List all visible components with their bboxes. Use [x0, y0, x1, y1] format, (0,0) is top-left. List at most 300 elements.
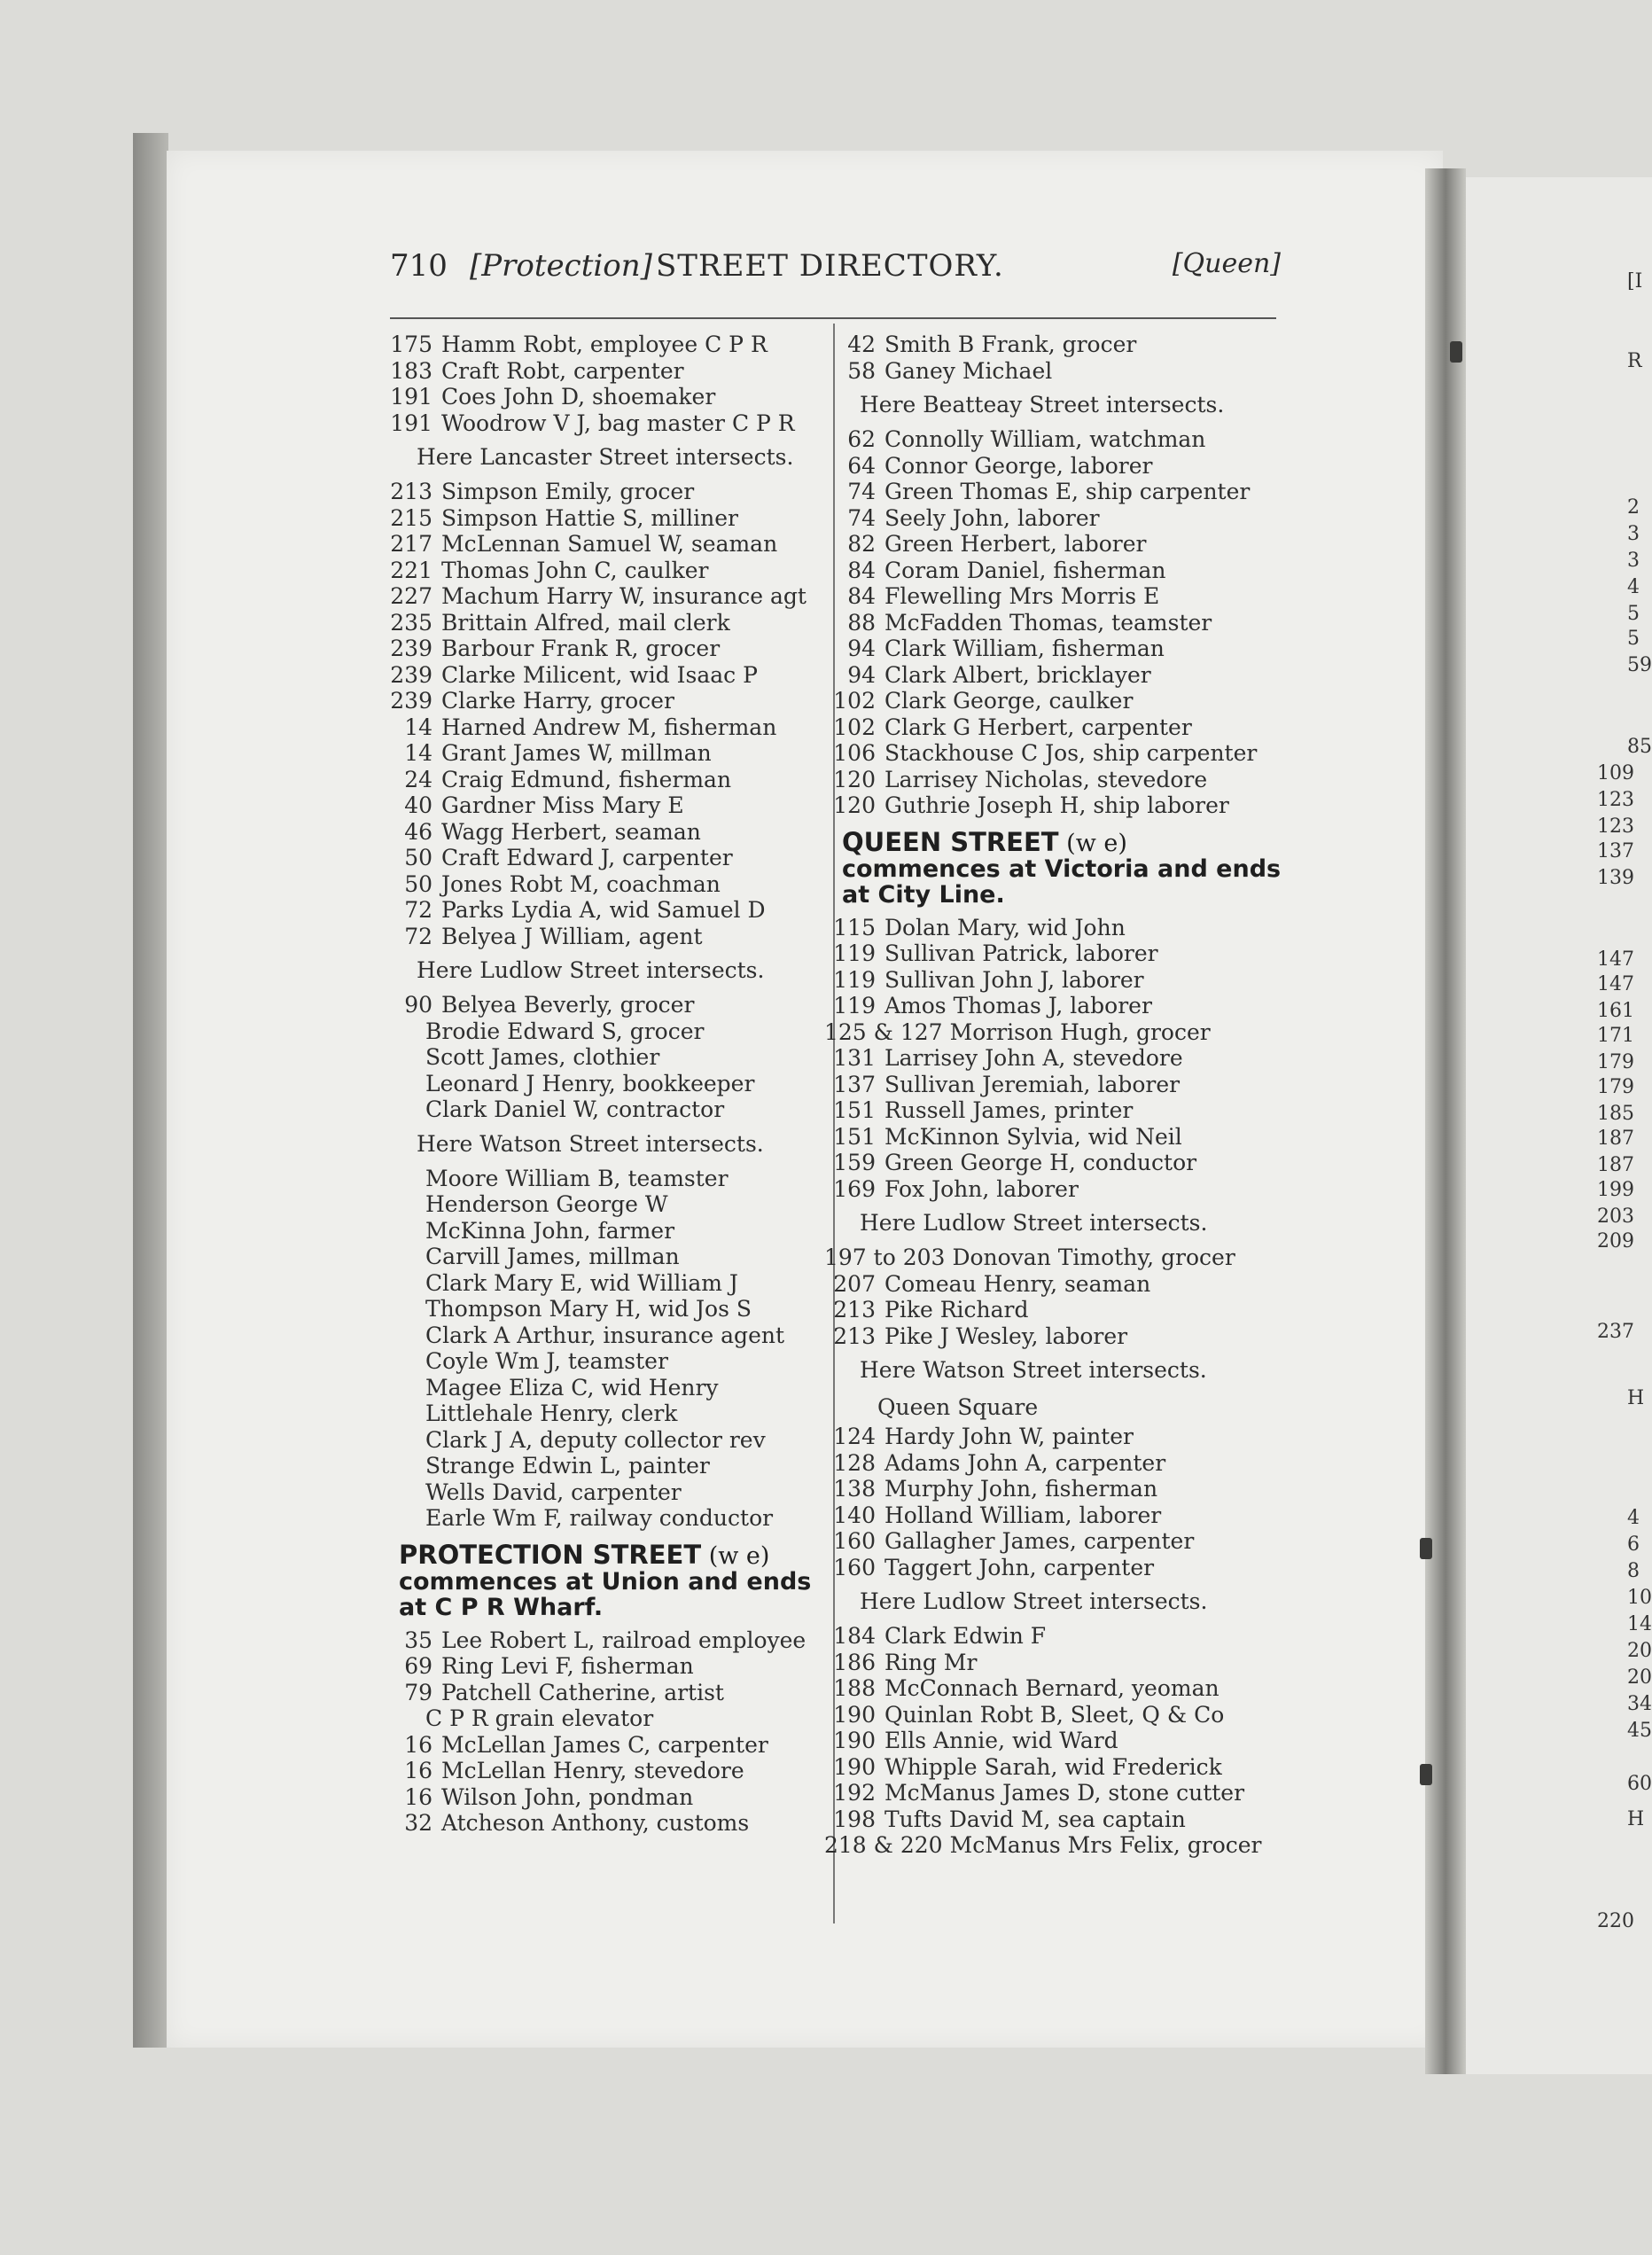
- street-direction: (w e): [1058, 829, 1127, 857]
- house-number: 35: [404, 1627, 432, 1653]
- directory-entry: [824, 531, 1285, 558]
- resident-entry: Simpson Emily, grocer: [441, 479, 695, 504]
- directory-entry: [824, 940, 1285, 967]
- resident-entry: Seely John, laborer: [884, 504, 1100, 531]
- facing-page-text: 187: [1597, 1154, 1634, 1176]
- resident-entry: Whipple Sarah, wid Frederick: [884, 1753, 1222, 1780]
- directory-entry: [824, 1176, 1285, 1203]
- facing-page-text: 161: [1597, 1000, 1634, 1022]
- resident-entry: Donovan Timothy, grocer: [952, 1245, 1235, 1270]
- house-number: 188: [833, 1675, 876, 1701]
- facing-page-text: 109: [1597, 762, 1634, 784]
- house-number: 102: [833, 714, 876, 740]
- directory-entry: [381, 714, 829, 741]
- house-number: 140: [833, 1502, 876, 1528]
- directory-entry: [381, 358, 829, 385]
- directory-entry: [381, 1071, 829, 1097]
- resident-entry: Carvill James, millman: [425, 1244, 680, 1269]
- facing-page-text: 34: [1627, 1693, 1652, 1715]
- resident-entry: Connor George, laborer: [884, 452, 1153, 479]
- resident-entry: Scott James, clothier: [425, 1044, 660, 1070]
- resident-entry: McManus James D, stone cutter: [884, 1780, 1245, 1806]
- directory-entry: [824, 426, 1285, 453]
- resident-entry: Larrisey Nicholas, stevedore: [884, 766, 1208, 792]
- house-number: 192: [833, 1780, 876, 1806]
- resident-entry: Ganey Michael: [884, 357, 1053, 384]
- resident-entry: Henderson George W: [425, 1191, 668, 1217]
- directory-entry: [381, 384, 829, 410]
- house-number: 190: [833, 1728, 876, 1753]
- resident-entry: Thomas John C, caulker: [441, 557, 709, 583]
- resident-entry: Comeau Henry, seaman: [884, 1270, 1151, 1297]
- house-number: 14: [404, 740, 432, 766]
- intersection-note: Queen Square: [877, 1394, 1039, 1420]
- house-number: 190: [833, 1701, 876, 1728]
- facing-page-text: [I: [1627, 270, 1643, 293]
- resident-entry: Ring Levi F, fisherman: [441, 1653, 694, 1679]
- house-number: 42: [847, 332, 876, 357]
- directory-entry: [381, 1166, 829, 1192]
- resident-entry: Ring Mr: [884, 1649, 978, 1675]
- facing-page-text: 139: [1597, 867, 1634, 889]
- directory-entry: [381, 792, 829, 819]
- house-number: 79: [404, 1679, 432, 1705]
- resident-entry: Clark George, caulker: [884, 688, 1134, 714]
- house-number: 159: [833, 1150, 876, 1175]
- directory-entry: [381, 505, 829, 532]
- street-description: commences at Union and ends at C P R Wharf.: [399, 1567, 812, 1621]
- directory-entry: [824, 740, 1285, 767]
- house-number: 50: [404, 870, 432, 897]
- house-number: 151: [833, 1097, 876, 1123]
- facing-page-text: 2: [1627, 496, 1640, 519]
- resident-entry: Clark J A, deputy collector rev: [425, 1426, 766, 1453]
- directory-entry: [824, 479, 1285, 505]
- resident-entry: Tufts David M, sea captain: [884, 1806, 1186, 1832]
- house-number: 124: [833, 1424, 876, 1449]
- resident-entry: Earle Wm F, railway conductor: [425, 1505, 774, 1531]
- facing-page-text: 147: [1597, 973, 1634, 995]
- directory-entry: [381, 531, 829, 558]
- house-number: 74: [847, 479, 876, 504]
- resident-entry: Stackhouse C Jos, ship carpenter: [884, 740, 1258, 766]
- facing-page-text: 179: [1597, 1076, 1634, 1098]
- directory-entry: [824, 1832, 1285, 1859]
- directory-entry: [381, 1270, 829, 1297]
- house-number: 160: [833, 1554, 876, 1580]
- directory-entry: [381, 558, 829, 584]
- directory-entry: [824, 636, 1285, 662]
- resident-entry: Hamm Robt, employee C P R: [441, 332, 768, 357]
- resident-entry: Green Herbert, laborer: [884, 531, 1147, 557]
- house-number: 213: [833, 1323, 876, 1349]
- house-number: 239: [390, 688, 432, 714]
- resident-entry: McLellan Henry, stevedore: [441, 1758, 744, 1783]
- facing-page-text: 220: [1597, 1910, 1634, 1932]
- street-description: commences at Victoria and ends at City Line.: [842, 854, 1282, 909]
- facing-page-text: 4: [1627, 576, 1640, 598]
- directory-entry: [381, 924, 829, 950]
- house-number: 119: [833, 966, 876, 993]
- resident-entry: Larrisey John A, stevedore: [884, 1045, 1183, 1071]
- resident-entry: Smith B Frank, grocer: [884, 332, 1137, 357]
- house-number: 46: [404, 818, 432, 845]
- resident-entry: Adams John A, carpenter: [884, 1449, 1166, 1476]
- house-number: 119: [833, 940, 876, 966]
- resident-entry: Clark A Arthur, insurance agent: [425, 1322, 785, 1348]
- facing-page-text: 209: [1597, 1230, 1634, 1252]
- facing-page-text: 6: [1627, 1533, 1640, 1556]
- house-number: 151: [833, 1123, 876, 1150]
- resident-entry: McLellan James C, carpenter: [441, 1731, 768, 1758]
- directory-entry: [824, 1476, 1285, 1502]
- intersection-note: Here Ludlow Street intersects.: [417, 957, 765, 983]
- directory-entry: [381, 1375, 829, 1401]
- resident-entry: Clark Mary E, wid William J: [425, 1269, 738, 1296]
- house-number: 217: [390, 531, 432, 557]
- resident-entry: Clark William, fisherman: [884, 636, 1165, 661]
- house-number: 94: [847, 661, 876, 688]
- street-direction: (w e): [701, 1541, 770, 1570]
- house-number: 84: [847, 583, 876, 609]
- resident-entry: Pike J Wesley, laborer: [884, 1323, 1128, 1349]
- resident-entry: Pike Richard: [884, 1297, 1029, 1323]
- resident-entry: Coyle Wm J, teamster: [425, 1348, 668, 1374]
- directory-entry: [824, 1245, 1285, 1271]
- scanner-shadow: [133, 133, 168, 2048]
- house-number: 16: [404, 1783, 432, 1810]
- resident-entry: Harned Andrew M, fisherman: [441, 714, 777, 740]
- resident-entry: Clark Daniel W, contractor: [425, 1096, 725, 1122]
- right-running-tag: [Queen]: [1172, 248, 1281, 279]
- directory-entry: [381, 1758, 829, 1784]
- directory-entry: [381, 1401, 829, 1427]
- resident-entry: McConnach Bernard, yeoman: [884, 1675, 1220, 1701]
- facing-page-text: R: [1627, 350, 1642, 372]
- resident-entry: Coes John D, shoemaker: [441, 384, 716, 410]
- directory-entry: [381, 1810, 829, 1837]
- directory-entry: [381, 992, 829, 1018]
- facing-page-text: H: [1627, 1387, 1645, 1409]
- directory-entry: [824, 1424, 1285, 1450]
- directory-entry: [824, 767, 1285, 793]
- house-number: 128: [833, 1449, 876, 1476]
- street-name: PROTECTION STREET: [399, 1539, 702, 1570]
- directory-entry: [824, 1675, 1285, 1702]
- header-rule: [390, 317, 1276, 319]
- directory-entry: [824, 1650, 1285, 1676]
- book-gutter: [1425, 168, 1466, 2074]
- resident-entry: Magee Eliza C, wid Henry: [425, 1374, 719, 1401]
- house-number: 239: [390, 636, 432, 661]
- resident-entry: Moore William B, teamster: [425, 1165, 729, 1191]
- directory-entry: [824, 1728, 1285, 1754]
- intersection-note: Here Watson Street intersects.: [860, 1357, 1207, 1383]
- resident-entry: Fox John, laborer: [884, 1175, 1079, 1202]
- directory-entry: [381, 583, 829, 610]
- resident-entry: Sullivan John J, laborer: [884, 966, 1144, 993]
- directory-entry: [824, 1450, 1285, 1477]
- house-number: 106: [833, 740, 876, 766]
- facing-page-text: 8: [1627, 1560, 1640, 1582]
- directory-entry: [381, 740, 829, 767]
- resident-entry: Clark G Herbert, carpenter: [884, 714, 1192, 740]
- directory-entry: [381, 1453, 829, 1479]
- resident-entry: Gallagher James, carpenter: [884, 1528, 1195, 1554]
- house-number: 213: [390, 479, 432, 504]
- directory-entry: [381, 1096, 829, 1123]
- resident-entry: Brittain Alfred, mail clerk: [441, 609, 730, 636]
- left-running-tag: [Protection]: [470, 248, 652, 284]
- directory-entry: [824, 1806, 1285, 1833]
- house-number: 198: [833, 1806, 876, 1832]
- directory-entry: [381, 636, 829, 662]
- directory-entry: [381, 1218, 829, 1245]
- facing-page-edge: [1466, 177, 1652, 2074]
- resident-entry: Russell James, printer: [884, 1097, 1134, 1123]
- resident-entry: Jones Robt M, coachman: [441, 870, 721, 897]
- directory-entry: [824, 505, 1285, 532]
- resident-entry: C P R grain elevator: [425, 1705, 654, 1731]
- facing-page-text: 137: [1597, 840, 1634, 862]
- directory-entry: [824, 915, 1285, 941]
- intersection-note: Here Ludlow Street intersects.: [860, 1588, 1208, 1614]
- facing-page-text: 20: [1627, 1666, 1652, 1689]
- resident-entry: McFadden Thomas, teamster: [884, 609, 1212, 636]
- house-number: 115: [833, 914, 876, 940]
- resident-entry: Littlehale Henry, clerk: [425, 1401, 678, 1426]
- facing-page-text: 45: [1627, 1720, 1652, 1742]
- directory-entry: [824, 558, 1285, 584]
- house-number: 215: [390, 504, 432, 531]
- resident-entry: Sullivan Jeremiah, laborer: [884, 1071, 1181, 1097]
- resident-entry: Barbour Frank R, grocer: [441, 636, 721, 661]
- directory-entry: [824, 714, 1285, 741]
- house-number: 102: [833, 688, 876, 714]
- facing-page-text: 59: [1627, 654, 1652, 676]
- directory-entry: [824, 688, 1285, 714]
- resident-entry: Craft Edward J, carpenter: [441, 845, 733, 870]
- house-number: 160: [833, 1528, 876, 1554]
- resident-entry: Wagg Herbert, seaman: [441, 818, 701, 845]
- directory-entry: [381, 1680, 829, 1706]
- resident-entry: Lee Robert L, railroad employee: [441, 1627, 807, 1653]
- facing-page-text: 179: [1597, 1051, 1634, 1073]
- street-name: QUEEN STREET: [842, 826, 1059, 857]
- directory-entry: [381, 1653, 829, 1680]
- resident-entry: Flewelling Mrs Morris E: [884, 583, 1160, 609]
- house-number: 197 to 203: [824, 1245, 946, 1270]
- resident-entry: Dolan Mary, wid John: [884, 914, 1126, 940]
- house-number: 69: [404, 1653, 432, 1679]
- facing-page-text: 5: [1627, 603, 1640, 625]
- resident-entry: Simpson Hattie S, milliner: [441, 504, 738, 531]
- directory-entry: [381, 1044, 829, 1071]
- house-number: 235: [390, 609, 432, 636]
- house-number: 169: [833, 1175, 876, 1202]
- directory-entry: [381, 610, 829, 636]
- resident-entry: Machum Harry W, insurance agt: [441, 583, 807, 609]
- facing-page-text: 10: [1627, 1587, 1652, 1609]
- facing-page-text: 123: [1597, 789, 1634, 811]
- directory-entry: [381, 688, 829, 714]
- house-number: 88: [847, 609, 876, 636]
- house-number: 16: [404, 1758, 432, 1783]
- house-number: 58: [847, 357, 876, 384]
- resident-entry: Wells David, carpenter: [425, 1479, 682, 1505]
- resident-entry: Atcheson Anthony, customs: [441, 1810, 750, 1836]
- facing-page-text: 85: [1627, 736, 1652, 758]
- directory-entry: [381, 1191, 829, 1218]
- resident-entry: Ells Annie, wid Ward: [884, 1728, 1118, 1753]
- house-number: 190: [833, 1753, 876, 1780]
- directory-entry: [824, 1124, 1285, 1151]
- directory-entry: [824, 583, 1285, 610]
- facing-page-text: 5: [1627, 628, 1640, 650]
- resident-entry: Woodrow V J, bag master C P R: [441, 410, 795, 436]
- right-column: [824, 332, 1285, 1859]
- house-number: 72: [404, 897, 432, 923]
- facing-page-text: 3: [1627, 523, 1640, 545]
- house-number: 120: [833, 792, 876, 818]
- resident-entry: Clarke Milicent, wid Isaac P: [441, 661, 758, 688]
- directory-entry: [381, 1427, 829, 1454]
- resident-entry: Wilson John, pondman: [441, 1783, 694, 1810]
- house-number: 183: [390, 357, 432, 384]
- house-number: 137: [833, 1071, 876, 1097]
- directory-entry: [381, 1705, 829, 1732]
- resident-entry: Green George H, conductor: [884, 1150, 1197, 1175]
- house-number: 40: [404, 792, 432, 818]
- resident-entry: McManus Mrs Felix, grocer: [949, 1832, 1262, 1858]
- facing-page-text: 171: [1597, 1025, 1634, 1047]
- resident-entry: Amos Thomas J, laborer: [884, 993, 1152, 1018]
- resident-entry: Guthrie Joseph H, ship laborer: [884, 792, 1229, 818]
- page-title: STREET DIRECTORY.: [656, 248, 1004, 284]
- directory-entry: [381, 1627, 829, 1654]
- resident-entry: Clark Edwin F: [884, 1623, 1047, 1649]
- house-number: 14: [404, 714, 432, 740]
- house-number: 64: [847, 452, 876, 479]
- directory-entry: [824, 967, 1285, 994]
- resident-entry: Craft Robt, carpenter: [441, 357, 684, 384]
- directory-entry: [824, 610, 1285, 636]
- directory-entry: [824, 1780, 1285, 1806]
- intersection-note: Here Beatteay Street intersects.: [860, 392, 1225, 417]
- house-number: 62: [847, 426, 876, 452]
- directory-entry: [824, 1150, 1285, 1176]
- directory-entry: [824, 453, 1285, 480]
- resident-entry: Belyea Beverly, grocer: [441, 992, 695, 1018]
- facing-page-text: 199: [1597, 1179, 1634, 1201]
- house-number: 120: [833, 766, 876, 792]
- left-column: [381, 332, 829, 1837]
- directory-entry: [824, 358, 1285, 385]
- resident-entry: Brodie Edward S, grocer: [425, 1018, 705, 1044]
- resident-entry: Patchell Catherine, artist: [441, 1679, 724, 1705]
- house-number: 191: [390, 384, 432, 410]
- binding-clip-icon: [1450, 341, 1462, 363]
- house-number: 218 & 220: [824, 1832, 943, 1858]
- directory-entry: [824, 1297, 1285, 1323]
- facing-page-text: 187: [1597, 1128, 1634, 1150]
- facing-page-text: 3: [1627, 550, 1640, 572]
- directory-entry: [381, 662, 829, 689]
- house-number: 90: [404, 992, 432, 1018]
- house-number: 207: [833, 1270, 876, 1297]
- resident-entry: Belyea J William, agent: [441, 923, 703, 949]
- house-number: 119: [833, 993, 876, 1018]
- street-heading: [824, 826, 1285, 909]
- binding-clip-icon: [1420, 1764, 1432, 1785]
- facing-page-text: 14: [1627, 1613, 1652, 1635]
- facing-page-text: 60: [1627, 1773, 1652, 1795]
- directory-entry: [824, 1097, 1285, 1124]
- house-number: 227: [390, 583, 432, 609]
- resident-entry: Gardner Miss Mary E: [441, 792, 684, 818]
- directory-entry: [824, 1323, 1285, 1350]
- facing-page-text: 20: [1627, 1640, 1652, 1662]
- resident-entry: McKinna John, farmer: [425, 1217, 675, 1244]
- directory-entry: [824, 1502, 1285, 1529]
- resident-entry: Holland William, laborer: [884, 1502, 1162, 1528]
- directory-entry: [381, 1348, 829, 1375]
- facing-page-text: 147: [1597, 948, 1634, 971]
- house-number: 50: [404, 845, 432, 870]
- directory-entry: [381, 1784, 829, 1811]
- directory-entry: [824, 1019, 1285, 1046]
- house-number: 186: [833, 1649, 876, 1675]
- house-number: 138: [833, 1476, 876, 1502]
- page-header: [390, 248, 1281, 293]
- directory-entry: [381, 1018, 829, 1045]
- directory-entry: [824, 1555, 1285, 1581]
- house-number: 239: [390, 661, 432, 688]
- directory-entry: [381, 410, 829, 437]
- resident-entry: McKinnon Sylvia, wid Neil: [884, 1123, 1182, 1150]
- resident-entry: Green Thomas E, ship carpenter: [884, 479, 1251, 504]
- resident-entry: McLennan Samuel W, seaman: [441, 531, 778, 557]
- binding-clip-icon: [1420, 1538, 1432, 1559]
- house-number: 184: [833, 1623, 876, 1649]
- facing-page-text: H: [1627, 1808, 1645, 1830]
- directory-entry: [381, 332, 829, 358]
- resident-entry: Craig Edmund, fisherman: [441, 766, 732, 792]
- house-number: 84: [847, 557, 876, 583]
- house-number: 191: [390, 410, 432, 436]
- house-number: 32: [404, 1810, 432, 1836]
- resident-entry: Leonard J Henry, bookkeeper: [425, 1070, 755, 1096]
- intersection-note: Here Lancaster Street intersects.: [417, 444, 794, 470]
- directory-entry: [824, 1623, 1285, 1650]
- resident-entry: Morrison Hugh, grocer: [949, 1018, 1211, 1045]
- directory-entry: [824, 1702, 1285, 1728]
- resident-entry: Parks Lydia A, wid Samuel D: [441, 897, 766, 923]
- house-number: 72: [404, 923, 432, 949]
- directory-entry: [381, 1732, 829, 1759]
- facing-page-text: 4: [1627, 1507, 1640, 1529]
- facing-page-text: 203: [1597, 1206, 1634, 1228]
- intersection-note: Here Ludlow Street intersects.: [860, 1210, 1208, 1236]
- resident-entry: Clark Albert, bricklayer: [884, 661, 1151, 688]
- house-number: 82: [847, 531, 876, 557]
- resident-entry: Quinlan Robt B, Sleet, Q & Co: [884, 1701, 1225, 1728]
- directory-entry: [824, 1528, 1285, 1555]
- resident-entry: Clarke Harry, grocer: [441, 688, 674, 714]
- page-number: 710: [390, 248, 448, 284]
- street-heading: [381, 1539, 829, 1621]
- resident-entry: Taggert John, carpenter: [884, 1554, 1155, 1580]
